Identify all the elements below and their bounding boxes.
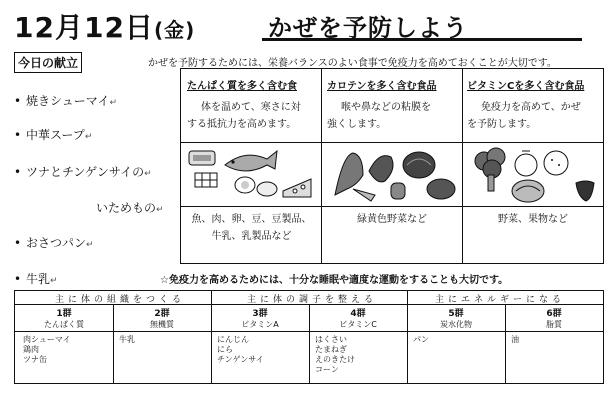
protein-description: 体を温めて、寒さに対 する抵抗力を高めます。 xyxy=(187,102,301,130)
group-3-nutrient: ビタミンA xyxy=(241,320,279,329)
group-4-name: 4群 xyxy=(350,309,366,319)
group-4-foods: はくさい たまねぎ えのきたけ コーン xyxy=(315,335,355,374)
group-5-foods: パン xyxy=(413,335,429,344)
menu-item-label: 牛乳 xyxy=(26,272,51,286)
nutrient-table xyxy=(180,68,604,264)
menu-item: • おさつパン↵ xyxy=(14,236,94,250)
food-groups-table xyxy=(14,290,604,384)
protein-title: たんぱく質を多く含む食 xyxy=(187,81,297,92)
group-1-foods: 肉シューマイ 鶏肉 ツナ缶 xyxy=(23,335,71,364)
group-3-name: 3群 xyxy=(252,309,268,319)
group-1-nutrient: たんぱく質 xyxy=(44,320,84,329)
group-2-nutrient: 無機質 xyxy=(150,320,174,329)
menu-item-label: ツナとチンゲンサイの xyxy=(26,165,145,179)
banner-title: かぜを予防しよう xyxy=(268,14,468,42)
date-text: 12月12日 xyxy=(14,11,154,44)
column-divider xyxy=(462,69,463,263)
weekday-text: (金) xyxy=(153,18,196,42)
group-header-body-condition: 主に体の調子を整える xyxy=(247,295,378,305)
menu-item-label: いためもの xyxy=(96,201,157,215)
menu-item-continued: いためもの↵ xyxy=(96,201,164,215)
row-divider xyxy=(181,206,603,207)
menu-item-label: おさつパン xyxy=(26,236,87,250)
group-1-name: 1群 xyxy=(56,309,72,319)
carotene-description: 喉や鼻などの粘膜を 強くします。 xyxy=(327,102,431,130)
intro-text: かぜを予防するためには、栄養バランスのよい食事で免疫力を高めておくことが大切です。 xyxy=(148,58,557,69)
row-divider xyxy=(181,142,603,143)
group-6-name: 6群 xyxy=(546,309,562,319)
group-divider xyxy=(407,291,408,383)
group-4-nutrient: ビタミンC xyxy=(339,320,377,329)
vitamin-c-description: 免疫力を高めて、かぜ を予防します。 xyxy=(467,102,581,130)
vitamin-c-title: ビタミンCを多く含む食品 xyxy=(467,81,585,92)
group-6-foods: 油 xyxy=(511,335,519,344)
group-6-nutrient: 脂質 xyxy=(546,320,562,329)
group-header-body-building: 主に体の組織をつくる xyxy=(55,295,186,305)
menu-item-label: 焼きシューマイ xyxy=(26,94,110,108)
menu-item-label: 中華スープ xyxy=(26,128,85,142)
group-5-name: 5群 xyxy=(448,309,464,319)
title-banner xyxy=(262,8,582,41)
group-divider xyxy=(211,291,212,383)
column-divider xyxy=(321,69,322,263)
protein-foods-illustration xyxy=(183,145,320,205)
menu-item: • 焼きシューマイ↵ xyxy=(14,94,118,108)
fruits-vegetables-illustration xyxy=(464,145,602,205)
group-header-energy: 主にエネルギーになる xyxy=(435,295,566,305)
carotene-title: カロテンを多く含む食品 xyxy=(327,81,437,92)
carotene-foods: 緑黄色野菜など xyxy=(357,214,427,225)
date-title xyxy=(14,6,195,46)
vitamin-c-foods: 野菜、果物など xyxy=(498,214,568,225)
group-2-name: 2群 xyxy=(154,309,170,319)
vegetables-illustration xyxy=(323,145,461,205)
menu-heading: 今日の献立 xyxy=(14,52,82,73)
menu-item: • ツナとチンゲンサイの↵ xyxy=(14,165,152,179)
menu-item: • 牛乳↵ xyxy=(14,272,58,286)
footer-note: ☆免疫力を高めるためには、十分な睡眠や適度な運動をすることも大切です。 xyxy=(160,275,509,286)
protein-foods: 魚、肉、卵、豆、豆製品、 牛乳、乳製品など xyxy=(191,214,312,242)
group-2-foods: 牛乳 xyxy=(119,335,135,344)
group-3-foods: にんじん にら チンゲンサイ xyxy=(217,335,264,364)
menu-item: • 中華スープ↵ xyxy=(14,128,93,142)
group-5-nutrient: 炭水化物 xyxy=(440,320,472,329)
